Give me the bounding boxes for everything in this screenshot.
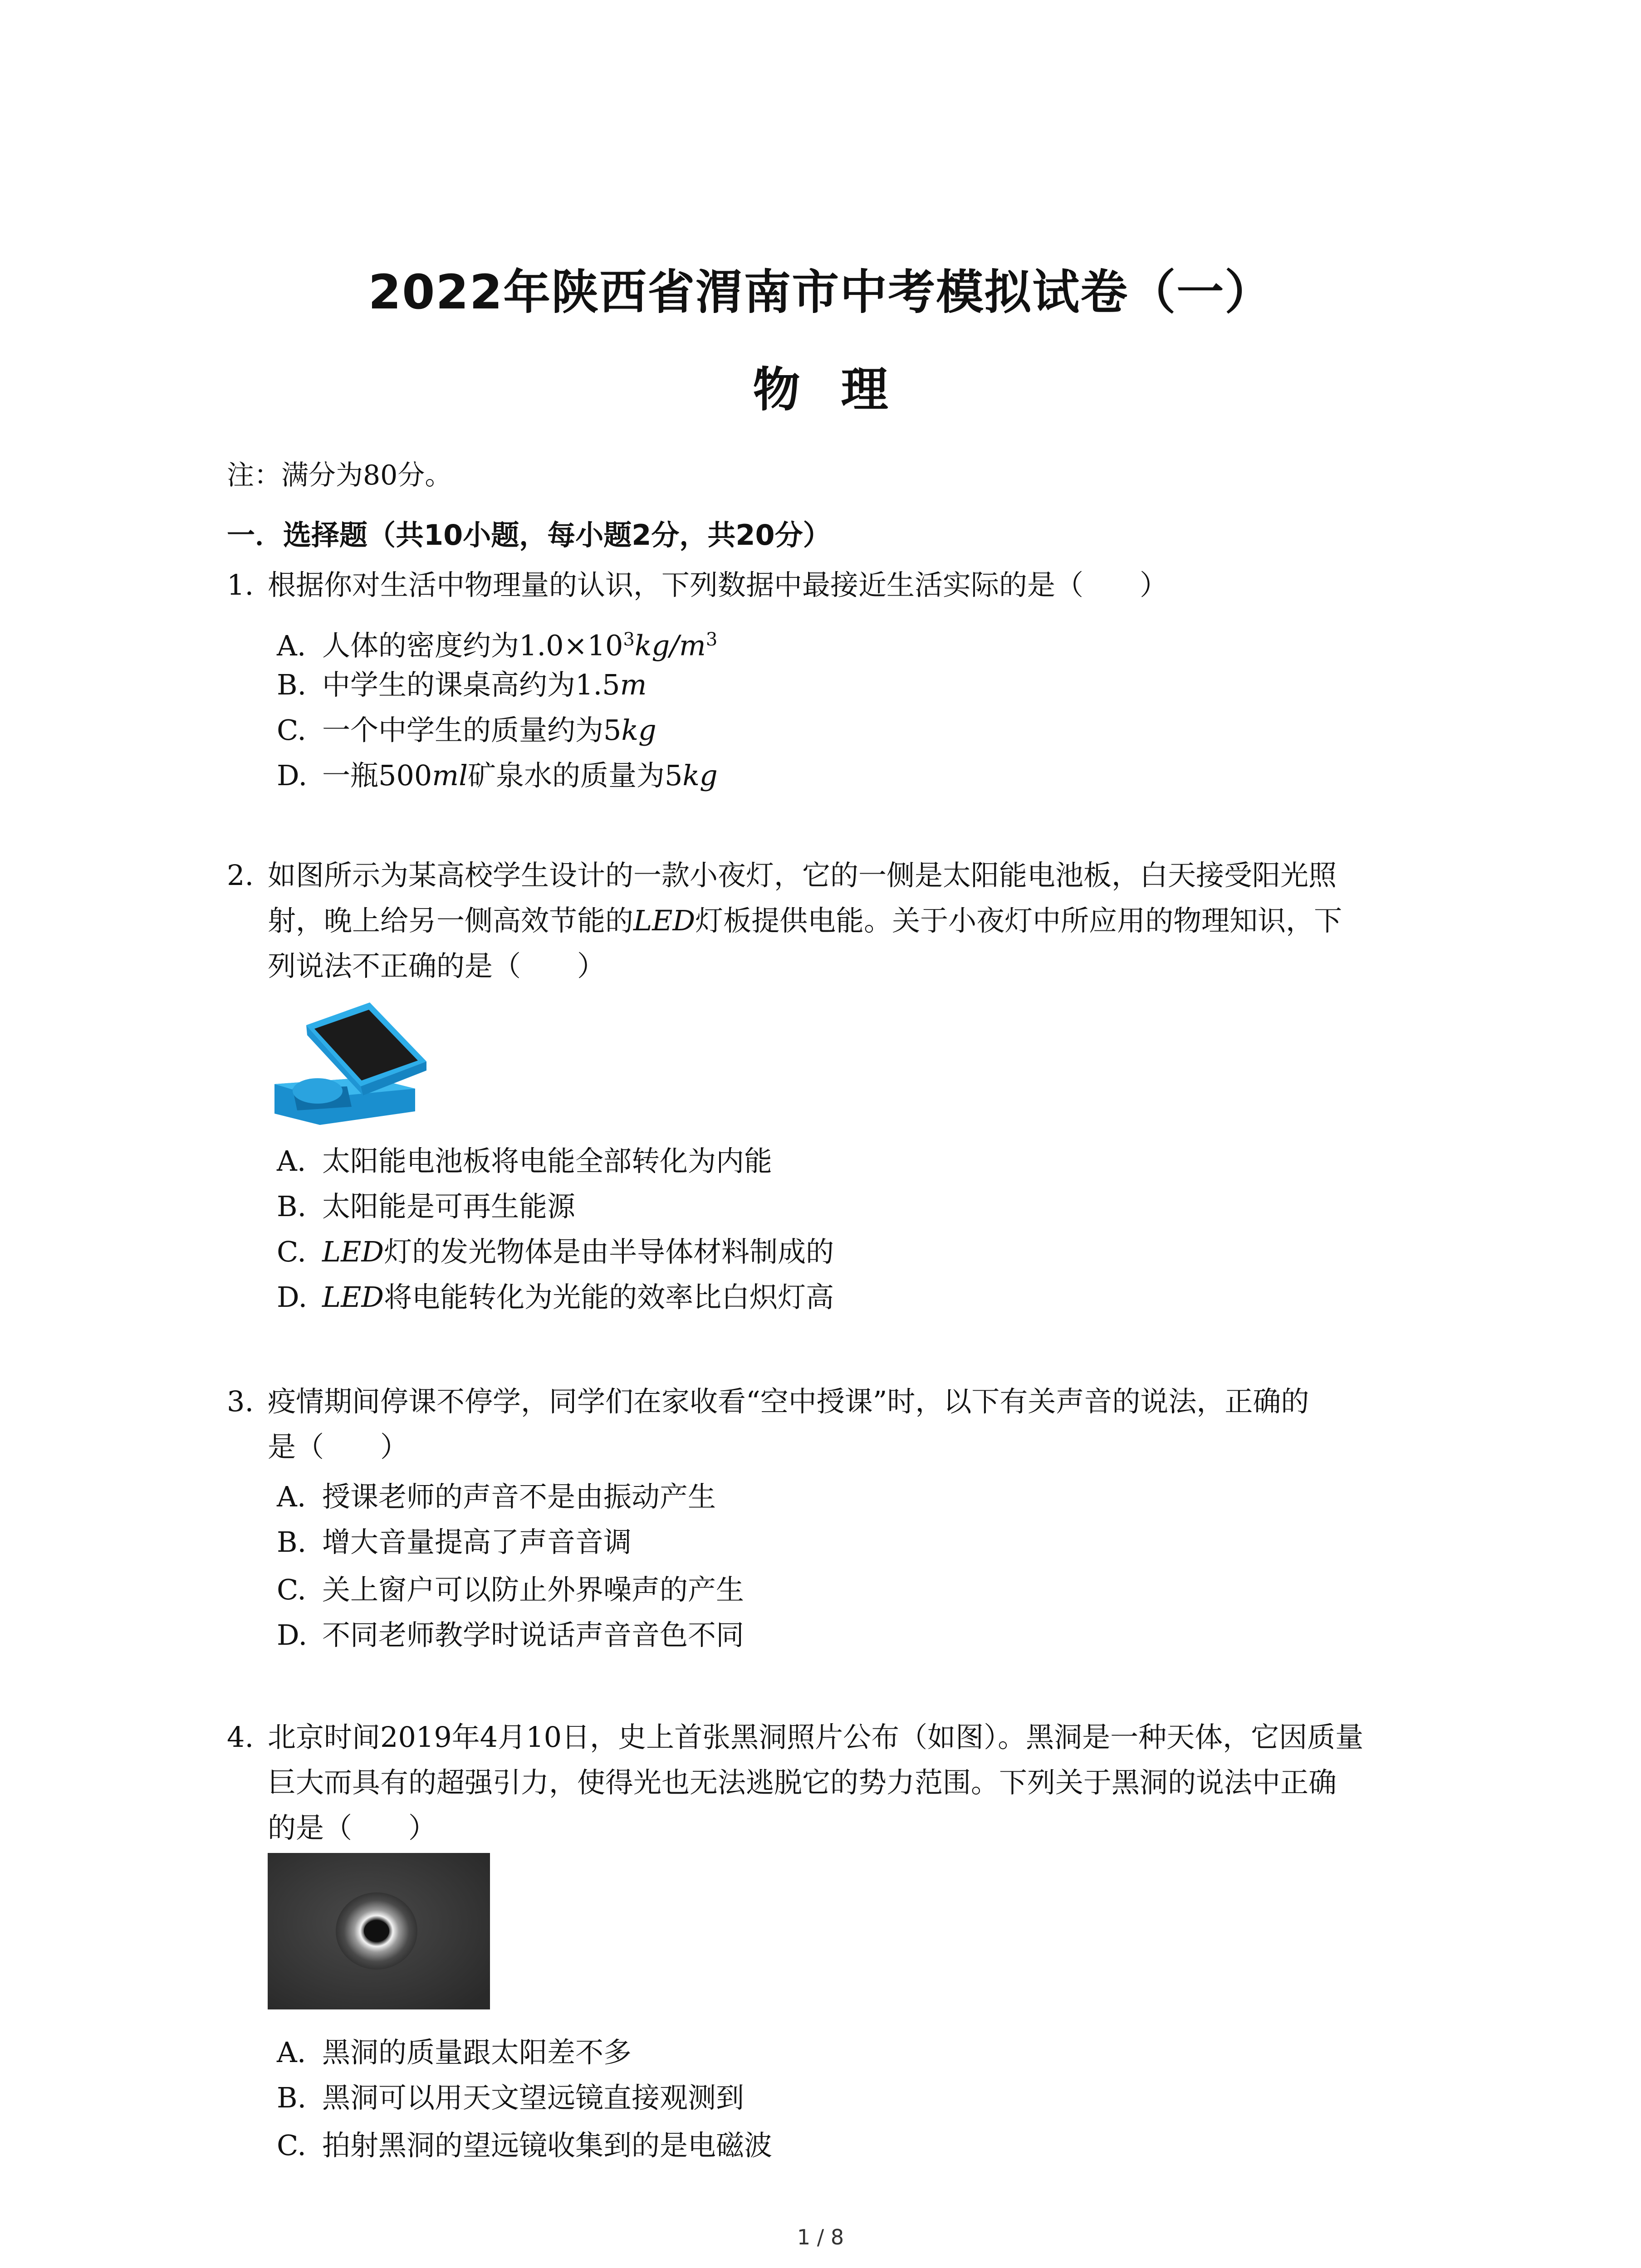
option-text: 增大音量提高了声音音调 xyxy=(322,1525,632,1559)
option-text: 拍射黑洞的望远镜收集到的是电磁波 xyxy=(322,2129,773,2162)
page-number: 1 / 8 xyxy=(797,2225,844,2249)
option-letter: C. xyxy=(277,714,306,747)
option-3a xyxy=(277,1474,716,1520)
option-text: 人体的密度约为1.0×10 xyxy=(322,629,623,662)
option-1c xyxy=(277,708,656,753)
option-4a xyxy=(277,2030,632,2075)
question-text-line: 列说法不正确的是（ ） xyxy=(268,949,606,982)
option-text: 灯的发光物体是由半导体材料制成的 xyxy=(384,1235,834,1268)
night-lamp-image xyxy=(265,993,433,1134)
option-letter: A. xyxy=(277,1144,306,1178)
option-letter: B. xyxy=(277,2081,307,2114)
led-term: LED xyxy=(322,1281,384,1314)
score-note: 注：满分为80分。 xyxy=(227,459,452,491)
option-letter: B. xyxy=(277,1525,307,1559)
option-4b xyxy=(277,2075,744,2121)
option-text: 黑洞的质量跟太阳差不多 xyxy=(322,2036,632,2069)
question-number: 1. xyxy=(227,568,254,601)
section-heading-choice: 一．选择题（共10小题，每小题2分，共20分） xyxy=(227,518,831,552)
unit: kg/m xyxy=(634,629,706,662)
superscript: 3 xyxy=(705,629,718,650)
option-2c xyxy=(277,1229,834,1275)
question-text-line: 的是（ ） xyxy=(268,1811,437,1844)
option-2d xyxy=(277,1275,834,1320)
question-text-line: 是（ ） xyxy=(268,1430,409,1463)
option-letter: D. xyxy=(277,1281,308,1314)
option-letter: A. xyxy=(277,2036,306,2069)
option-letter: B. xyxy=(277,1190,307,1223)
question-number: 2. xyxy=(227,859,254,892)
option-letter: A. xyxy=(277,1480,306,1513)
option-text: 不同老师教学时说话声音音色不同 xyxy=(322,1618,745,1652)
superscript: 3 xyxy=(623,629,635,650)
option-text: 关上窗户可以防止外界噪声的产生 xyxy=(322,1573,745,1606)
question-text-line: 巨大而具有的超强引力，使得光也无法逃脱它的势力范围。下列关于黑洞的说法中正确 xyxy=(268,1766,1337,1799)
question-4 xyxy=(227,1715,1452,1851)
question-2 xyxy=(227,853,1452,989)
led-term: LED xyxy=(633,904,696,937)
option-letter: D. xyxy=(277,759,308,792)
question-3 xyxy=(227,1379,1452,1470)
question-number: 3. xyxy=(227,1385,254,1418)
subject-title: 物理 xyxy=(753,362,929,417)
option-text: 一瓶500 xyxy=(322,759,432,792)
question-number: 4. xyxy=(227,1721,254,1754)
unit: kg xyxy=(682,759,718,792)
option-letter: C. xyxy=(277,1573,306,1606)
option-text: 黑洞可以用天文望远镜直接观测到 xyxy=(322,2081,745,2114)
text-segment: 灯板提供电能。关于小夜灯中所应用的物理知识，下 xyxy=(695,904,1342,937)
option-3d xyxy=(277,1613,744,1658)
exam-title: 2022年陕西省渭南市中考模拟试卷（一） xyxy=(368,264,1273,320)
question-1 xyxy=(227,562,1452,608)
option-letter: B. xyxy=(277,668,307,701)
option-1b xyxy=(277,662,647,708)
option-letter: A. xyxy=(277,629,306,662)
option-text: 将电能转化为光能的效率比白炽灯高 xyxy=(384,1281,834,1314)
option-text: 矿泉水的质量为5 xyxy=(467,759,683,792)
option-2a xyxy=(277,1139,772,1184)
black-hole-image xyxy=(268,1853,490,2009)
option-text: 中学生的课桌高约为1.5 xyxy=(322,668,620,701)
text-segment: 射，晚上给另一侧高效节能的 xyxy=(268,904,634,937)
unit: kg xyxy=(621,714,656,747)
question-text-line: 疫情期间停课不停学，同学们在家收看“空中授课”时，以下有关声音的说法，正确的 xyxy=(268,1385,1309,1418)
question-text-line: 如图所示为某高校学生设计的一款小夜灯，它的一侧是太阳能电池板，白天接受阳光照 xyxy=(268,859,1337,892)
option-letter: C. xyxy=(277,1235,306,1268)
option-4c xyxy=(277,2123,772,2168)
option-1d xyxy=(277,753,718,798)
option-2b xyxy=(277,1184,575,1229)
option-1a xyxy=(277,617,717,669)
question-text: 根据你对生活中物理量的认识，下列数据中最接近生活实际的是（ ） xyxy=(268,568,1168,601)
unit: m xyxy=(620,668,647,701)
option-text: 一个中学生的质量约为5 xyxy=(322,714,622,747)
option-text: 太阳能是可再生能源 xyxy=(322,1190,576,1223)
question-text-line: 北京时间2019年4月10日，史上首张黑洞照片公布（如图）。黑洞是一种天体，它因质量 xyxy=(268,1721,1364,1754)
option-text: 授课老师的声音不是由振动产生 xyxy=(322,1480,716,1513)
option-3b xyxy=(277,1520,632,1565)
option-letter: C. xyxy=(277,2129,306,2162)
option-text: 太阳能电池板将电能全部转化为内能 xyxy=(322,1144,773,1178)
question-text-line xyxy=(268,898,1452,943)
option-3c xyxy=(277,1567,744,1613)
led-term: LED xyxy=(322,1235,384,1268)
unit: ml xyxy=(432,759,468,792)
option-letter: D. xyxy=(277,1618,308,1652)
